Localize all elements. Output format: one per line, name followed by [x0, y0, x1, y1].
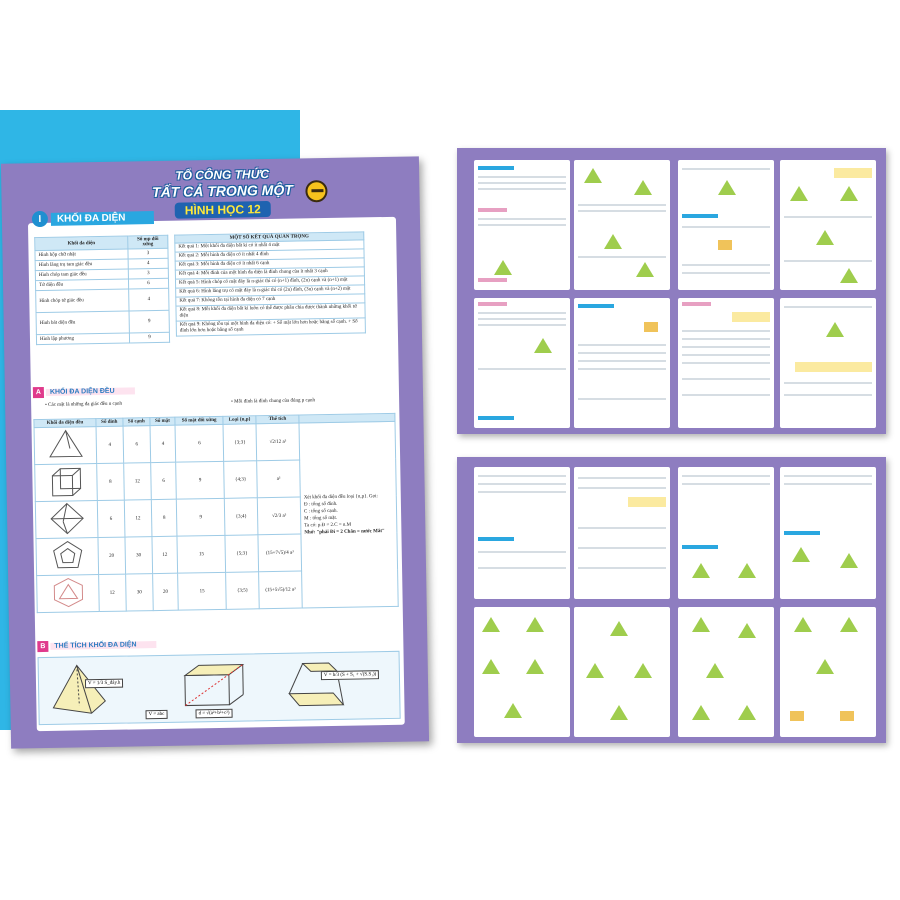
note-line: Xét khối đa diện đều loại {n,p}. Gọi:	[303, 494, 378, 501]
cell: 20	[98, 537, 125, 574]
cell: 6	[123, 426, 151, 463]
frustum-formula: V = h/3 (S + S₁ + √(S.S₁))	[321, 670, 380, 680]
cell: (15+7√5)/4 a³	[258, 534, 301, 572]
page-thumbnail	[678, 160, 774, 290]
cell: 3	[128, 248, 168, 259]
page-thumbnail	[474, 298, 570, 428]
title-line-3: HÌNH HỌC 12	[175, 201, 271, 219]
page-thumbnail	[780, 607, 876, 737]
cell: 12	[123, 463, 151, 500]
table-header: Số cạnh	[123, 418, 150, 426]
cell: 12	[124, 500, 152, 537]
cell: Kết quả 7: Không tồn tại hình đa diện có 7 cạnh	[176, 294, 365, 306]
cell: 4	[128, 258, 168, 269]
page-thumbnail	[678, 607, 774, 737]
note-line: M : tổng số mặt.	[304, 515, 338, 522]
cell: 9	[129, 332, 169, 343]
subsection-title: THỂ TÍCH KHỐI ĐA DIỆN	[50, 641, 156, 650]
cell: Kết quả 9: Không tồn tại một hình đa diện có: + Số mặt lớn hơn hoặc bằng số cạnh. + Số đỉnh lớn hơn hoặc bằng số cạnh	[176, 318, 365, 336]
cell: 9	[176, 498, 225, 536]
cell: 4	[150, 425, 176, 462]
pages-preview-top	[457, 148, 886, 434]
frustum-figure	[285, 659, 346, 710]
regular-polyhedra-table	[33, 413, 398, 613]
table-row	[36, 288, 169, 312]
page-thumbnail	[574, 607, 670, 737]
cell: 30	[125, 537, 153, 574]
cell: 12	[152, 536, 178, 573]
subsection-letter: A	[33, 387, 44, 398]
cell: √2/3 a³	[257, 497, 300, 535]
symmetry-table	[34, 235, 170, 345]
page-thumbnail	[678, 298, 774, 428]
cell: 12	[99, 574, 126, 611]
notes-cell	[299, 421, 398, 608]
table-row	[36, 310, 169, 334]
cell: 15	[178, 572, 227, 610]
page-thumbnail	[574, 160, 670, 290]
subsection-letter: B	[37, 641, 48, 652]
page-thumbnail	[678, 467, 774, 599]
title-line-2: TẤT CẢ TRONG MỘT	[151, 181, 293, 201]
table-header: MỘT SỐ KẾT QUẢ QUAN TRỌNG	[175, 232, 364, 243]
cell: 6	[128, 278, 168, 289]
cell: Hình bát diện đều	[36, 311, 129, 335]
table-header: Khối đa diện đều	[34, 419, 96, 428]
section-number: I	[32, 211, 48, 227]
cell: Kết quả 6: Hình lăng trụ có mặt đáy là n-giác thì có (2n) đỉnh, (3n) cạnh và (n+2) mặt	[176, 285, 365, 297]
cell: 8	[97, 463, 124, 500]
cell: Hình lập phương	[36, 333, 129, 345]
octahedron-figure	[35, 501, 98, 539]
cell: Kết quả 8: Mỗi khối đa diện bất kì luôn có thể được phân chia được thành những khối tứ diện	[176, 303, 365, 321]
cube-figure	[35, 464, 98, 502]
bee-mascot-icon	[305, 180, 327, 202]
table-header: Số mp đối xứng	[128, 235, 168, 249]
cell: 9	[129, 310, 169, 333]
box-figure	[179, 660, 250, 711]
cell: {4;3}	[224, 461, 258, 499]
subsection-b-header	[37, 639, 156, 652]
page-thumbnail	[780, 160, 876, 290]
table-row	[176, 318, 365, 336]
icosahedron-figure	[37, 575, 100, 613]
note-line: Ta có: p.Đ = 2.C = n.M	[304, 522, 352, 529]
page-thumbnail	[474, 160, 570, 290]
cell: 3	[128, 268, 168, 279]
section-header	[32, 209, 154, 227]
cell: a³	[257, 460, 300, 498]
tetrahedron-figure	[34, 427, 97, 465]
cell: {3;4}	[224, 498, 258, 536]
table-header: Thể tích	[256, 415, 299, 424]
cell: Kết quả 5: Hình chóp có mặt đáy là n-giác thì có (n+1) đỉnh, (2n) cạnh và (n+1) mặt	[175, 276, 364, 288]
cell: 30	[125, 574, 153, 611]
cell: Kết quả 4: Mỗi đỉnh của một hình đa diện là đỉnh chung của ít nhất 3 cạnh	[175, 267, 364, 279]
dodecahedron-figure	[36, 538, 99, 576]
page-thumbnail	[780, 467, 876, 599]
cell: Kết quả 2: Mỗi hình đa diện có ít nhất 4 đỉnh	[175, 249, 364, 261]
cell: Kết quả 1: Một khối đa diện bất kì có ít nhất 4 mặt	[175, 240, 364, 252]
cell: 20	[153, 573, 179, 610]
page-thumbnail	[574, 467, 670, 599]
volume-formulas-box	[38, 651, 401, 725]
cell: 15	[177, 535, 226, 573]
page-thumbnail	[474, 607, 570, 737]
cell: Hình chóp tam giác đều	[35, 269, 128, 281]
table-row	[34, 421, 396, 464]
pyramid-formula: V = 1/3 S_đáy.h	[85, 679, 124, 689]
cell: Hình hộp chữ nhật	[35, 249, 128, 261]
cell: 8	[151, 499, 177, 536]
note-line: Nhớ: "phải Đi = 2 Chân = nước Mắt"	[304, 529, 385, 536]
bullet-vertices: • Mỗi đỉnh là đỉnh chung của đúng p cạnh	[231, 398, 315, 405]
cell: Tứ diện đều	[35, 279, 128, 291]
cell: 4	[129, 288, 169, 311]
table-header: Số mặt đối xứng	[175, 416, 223, 425]
cell: {3;3}	[223, 424, 257, 462]
section-title: KHỐI ĐA DIỆN	[51, 211, 154, 226]
subsection-a-header	[33, 385, 135, 398]
title-line-1: TỔ CÔNG THỨC	[175, 167, 270, 183]
key-results-table	[174, 231, 366, 336]
table-row	[36, 332, 169, 344]
cell: {5;3}	[225, 535, 259, 573]
main-poster	[1, 156, 429, 748]
cell: {3;5}	[226, 572, 260, 610]
poster-content	[28, 212, 405, 731]
table-header: Khối đa diện	[35, 236, 128, 251]
diagonal-formula: d = √(a²+b²+c²)	[195, 709, 232, 719]
cell: Hình chóp tứ giác đều	[36, 289, 129, 313]
bullet-faces: • Các mặt là những đa giác đều n cạnh	[45, 401, 122, 408]
page-thumbnail	[780, 298, 876, 428]
table-header: Số đỉnh	[96, 418, 123, 426]
table-header: Loại {n,p}	[223, 416, 256, 425]
cell: Hình lăng trụ tam giác đều	[35, 259, 128, 271]
cell: 6	[175, 424, 224, 462]
cell: 6	[97, 500, 124, 537]
note-line: C : tổng số cạnh.	[304, 508, 338, 515]
cell: (15+5√5)/12 a³	[259, 571, 302, 609]
pages-preview-bottom	[457, 457, 886, 743]
cell: 6	[151, 462, 177, 499]
note-line: Đ : tổng số đỉnh.	[303, 501, 338, 508]
box-volume-formula: V = abc	[145, 710, 167, 719]
cell: √2/12 a³	[256, 423, 299, 461]
cell: 9	[176, 461, 225, 499]
page-thumbnail	[474, 467, 570, 599]
table-header: Số mặt	[150, 417, 175, 425]
cell: 4	[96, 426, 123, 463]
pyramid-figure	[49, 663, 110, 720]
page-thumbnail	[574, 298, 670, 428]
cell: Kết quả 3: Mỗi hình đa diện có ít nhất 6 cạnh	[175, 258, 364, 270]
subsection-title: KHỐI ĐA DIỆN ĐỀU	[46, 387, 135, 396]
